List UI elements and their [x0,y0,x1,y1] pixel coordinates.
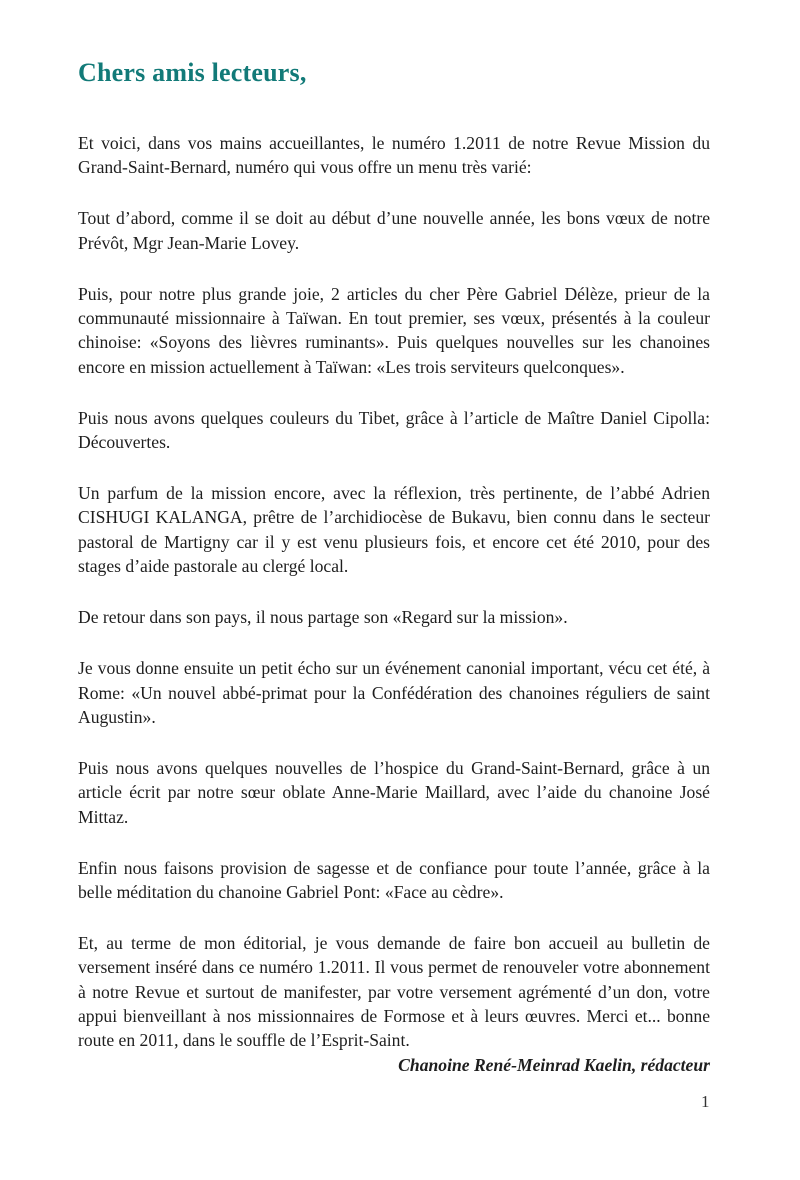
paragraph-tibet: Puis nous avons quelques couleurs du Tibet, grâce à l’article de Maître Daniel Cipolla: Découvertes. [78,407,710,453]
page-number: 1 [701,1092,710,1111]
paragraph-rome-event: Je vous donne ensuite un petit écho sur un événement canonial important, vécu cet été, à Rome: «Un nouvel abbé-primat pour la Confédération des chanoines réguliers de saint Augustin». [78,658,710,727]
paragraph-taiwan-articles: Puis, pour notre plus grande joie, 2 articles du cher Père Gabriel Délèze, prieur de la communauté missionnaire à Taïwan. En tout premier, ses vœux, présentés à la couleur chinoise: «Soyons des lièvres ruminants». Puis quelques nouvelles sur les chanoines encore en mission actuellement à Taïwan: «Les trois serviteurs quelconques». [78,283,710,377]
paragraph-intro: Et voici, dans vos mains accueillantes, le numéro 1.2011 de notre Revue Mission du Grand-Saint-Bernard, numéro qui vous offre un menu très varié: [78,133,710,178]
paragraph-hospice-news: Puis nous avons quelques nouvelles de l’hospice du Grand-Saint-Bernard, grâce à un article écrit par notre sœur oblate Anne-Marie Maillard, avec l’aide du chanoine José Mittaz. [78,757,710,827]
editorial-body [78,131,710,1077]
paragraph-regard-mission: De retour dans son pays, il nous partage son «Regard sur la mission». [78,607,568,628]
paragraph-closing: Et, au terme de mon éditorial, je vous demande de faire bon accueil au bulletin de versement inséré dans ce numéro 1.2011. Il vous permet de renouveler votre abonnement à notre Revue et surtout de manifester, par votre versement agrémenté d’un don, votre appui bienveillant à nos missionnaires de Formose et à leurs œuvres. Merci et... bonne route en 2011, dans le souffle de l’Esprit-Saint. [78,932,710,1051]
author-signature: Chanoine René-Meinrad Kaelin, rédacteur [398,1054,710,1075]
paragraph-prevot-wishes: Tout d’abord, comme il se doit au début d’une nouvelle année, les bons vœux de notre Prévôt, Mgr Jean-Marie Lovey. [78,208,710,253]
paragraph-meditation: Enfin nous faisons provision de sagesse et de confiance pour toute l’année, grâce à la belle méditation du chanoine Gabriel Pont: «Face au cèdre». [78,857,710,902]
paragraph-mission-reflection: Un parfum de la mission encore, avec la réflexion, très pertinente, de l’abbé Adrien CISHUGI KALANGA, prêtre de l’archidiocèse de Bukavu, bien connu dans le secteur pastoral de Martigny car il y est venu plusieurs fois, et encore cet été 2010, pour des stages d’aide pastorale au clergé local. [78,483,710,577]
page-title: Chers amis lecteurs, [78,58,307,87]
